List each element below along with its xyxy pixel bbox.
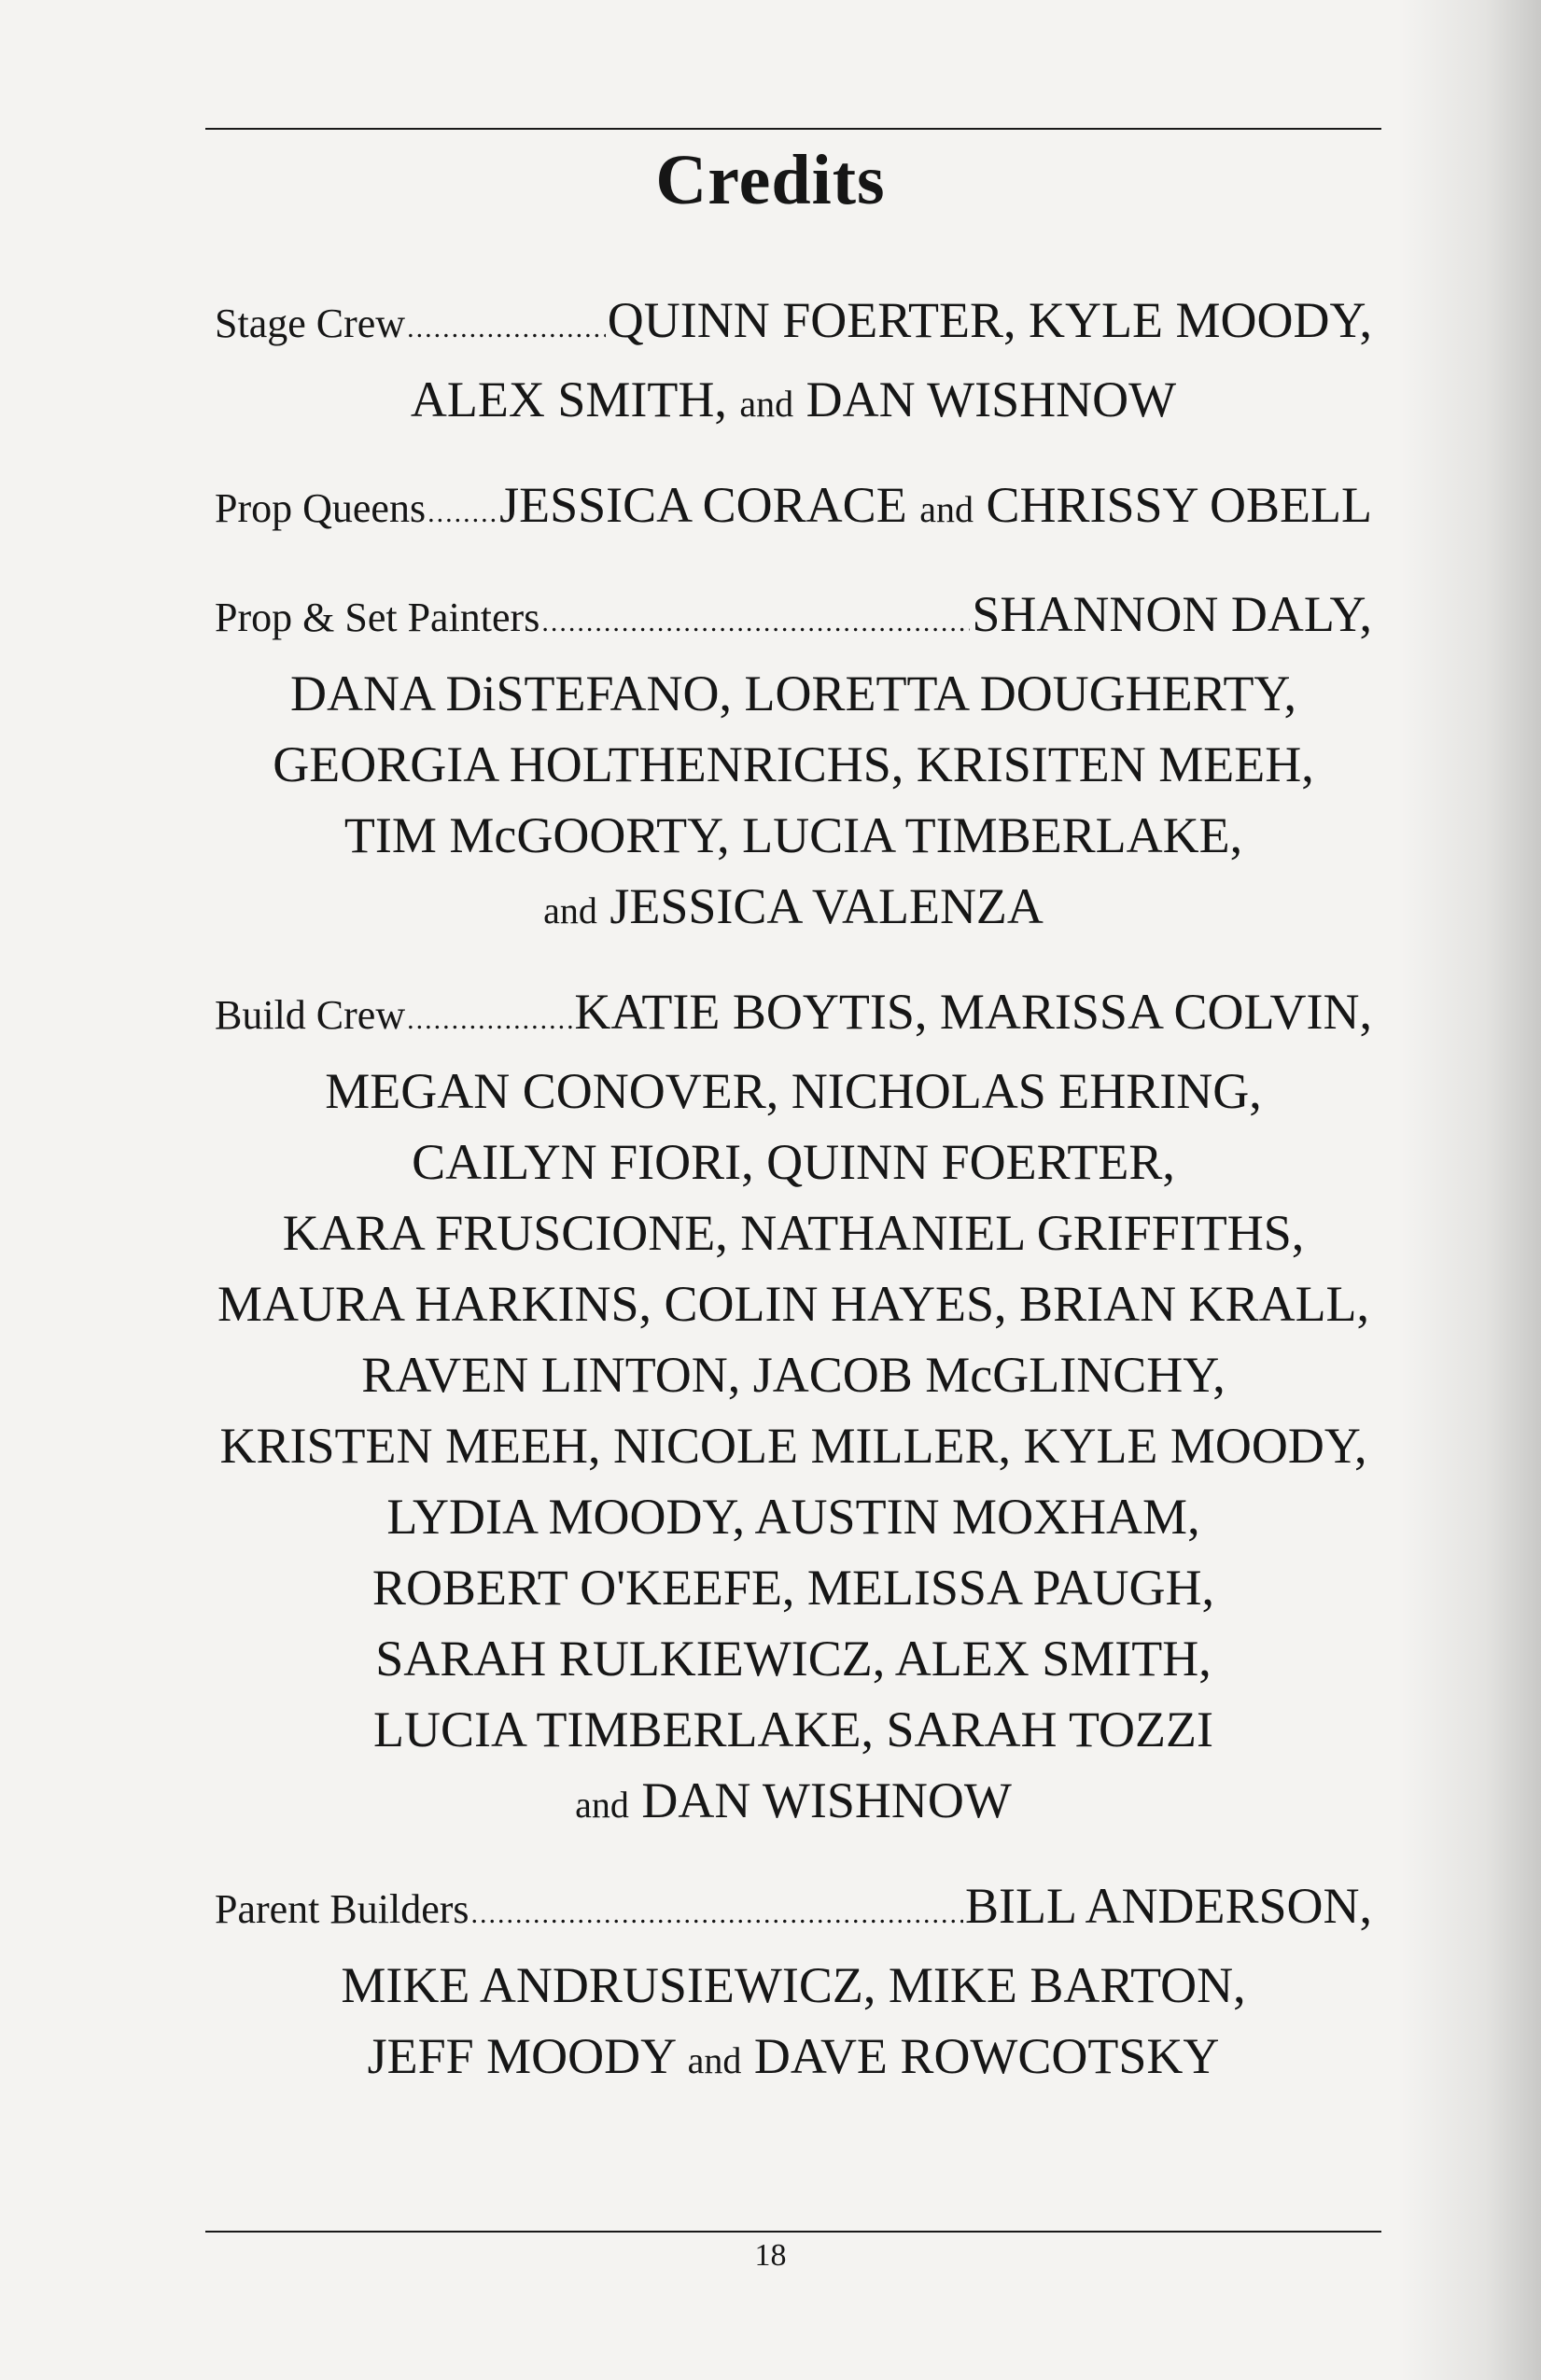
- dot-leader: [471, 1879, 963, 1950]
- credit-first-line: [215, 1870, 1372, 1950]
- credit-first-line: [215, 579, 1372, 658]
- credit-entry: [215, 976, 1372, 1841]
- credit-names-continued: LUCIA TIMBERLAKE, SARAH TOZZI: [372, 1701, 1214, 1757]
- credit-names: QUINN FOERTER, KYLE MOODY,: [607, 292, 1372, 348]
- credit-names-continued: SARAH RULKIEWICZ, ALEX SMITH,: [375, 1631, 1212, 1687]
- credit-names-continued: KRISTEN MEEH, NICOLE MILLER, KYLE MOODY,: [219, 1418, 1367, 1474]
- credit-entry: [215, 285, 1372, 440]
- credit-names: BILL ANDERSON,: [964, 1878, 1372, 1934]
- credit-names-continued: RAVEN LINTON, JACOB McGLINCHY,: [361, 1347, 1226, 1403]
- credit-names-continued: MEGAN CONOVER, NICHOLAS EHRING,: [325, 1063, 1262, 1119]
- credit-names-continued: ROBERT O'KEEFE, MELISSA PAUGH,: [371, 1560, 1215, 1616]
- credit-entry: [215, 469, 1372, 549]
- top-rule: [205, 128, 1381, 130]
- bottom-rule: [205, 2231, 1381, 2233]
- credit-entry: [215, 579, 1372, 946]
- credits-list: [215, 285, 1372, 2126]
- page-title: Credits: [655, 141, 886, 219]
- credit-first-line: [215, 469, 1372, 549]
- credit-names: JESSICA CORACE and CHRISSY OBELL: [499, 477, 1372, 533]
- dot-leader: [407, 293, 606, 364]
- credit-role: Stage Crew: [215, 301, 406, 346]
- credit-names-continued: and DAN WISHNOW: [575, 1772, 1012, 1828]
- credit-names: KATIE BOYTIS, MARISSA COLVIN,: [574, 984, 1372, 1040]
- credit-names-continued: KARA FRUSCIONE, NATHANIEL GRIFFITHS,: [282, 1205, 1305, 1261]
- dot-leader: [427, 478, 497, 549]
- credit-role: Prop & Set Painters: [215, 595, 540, 640]
- credit-names-continued: CAILYN FIORI, QUINN FOERTER,: [412, 1134, 1175, 1190]
- credit-names-continued: GEORGIA HOLTHENRICHS, KRISITEN MEEH,: [273, 736, 1314, 792]
- credit-role: Prop Queens: [215, 485, 427, 531]
- credit-names-continued: ALEX SMITH, and DAN WISHNOW: [410, 371, 1177, 427]
- credit-names-continued: MAURA HARKINS, COLIN HAYES, BRIAN KRALL,: [217, 1276, 1370, 1332]
- credit-names-continued: and JESSICA VALENZA: [543, 878, 1044, 934]
- credit-first-line: [215, 976, 1372, 1056]
- credit-entry: [215, 1870, 1372, 2096]
- dot-leader: [541, 587, 970, 658]
- credit-role: Build Crew: [215, 992, 406, 1038]
- credit-names: SHANNON DALY,: [972, 586, 1372, 642]
- page-edge-shading: [1401, 0, 1541, 2380]
- credit-first-line: [215, 285, 1372, 364]
- credit-names-continued: MIKE ANDRUSIEWICZ, MIKE BARTON,: [341, 1957, 1246, 2013]
- page-number: 18: [754, 2238, 787, 2273]
- credit-names-continued: TIM McGOORTY, LUCIA TIMBERLAKE,: [343, 807, 1243, 863]
- dot-leader: [407, 985, 572, 1056]
- credit-role: Parent Builders: [215, 1886, 469, 1932]
- credit-names-continued: DANA DiSTEFANO, LORETTA DOUGHERTY,: [290, 665, 1296, 721]
- credit-names-continued: LYDIA MOODY, AUSTIN MOXHAM,: [386, 1489, 1200, 1545]
- credit-names-continued: JEFF MOODY and DAVE ROWCOTSKY: [367, 2028, 1220, 2084]
